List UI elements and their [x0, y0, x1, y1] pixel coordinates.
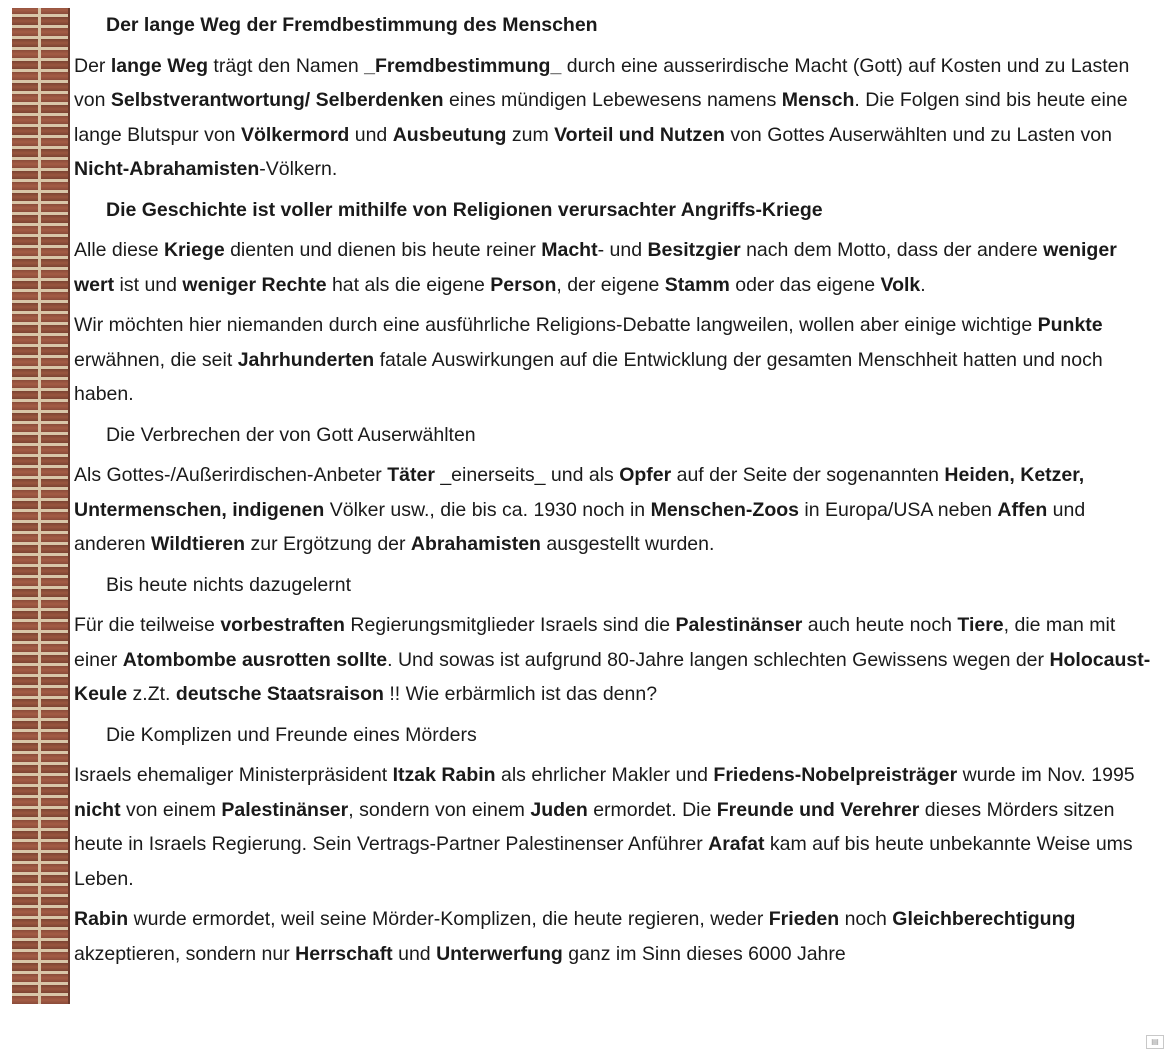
- text-run: Völker usw., die bis ca. 1930 noch in: [324, 498, 651, 521]
- text-run: ganz im Sinn dieses 6000 Jahre: [562, 942, 846, 965]
- paragraph: [74, 49, 1160, 187]
- document-body: [74, 8, 1160, 977]
- text-run: ermordet. Die: [587, 798, 717, 821]
- bold-run: lange Weg: [110, 54, 209, 77]
- bold-run: Wildtieren: [150, 533, 246, 555]
- text-run: eines mündigen Lebewesens namens: [443, 89, 782, 111]
- bold-run: Herrschaft: [295, 942, 393, 965]
- bold-run: Stamm: [664, 273, 730, 296]
- page-corner-icon: ▤: [1146, 1035, 1164, 1049]
- text-run: zur Ergötzung der: [245, 533, 411, 555]
- bold-run: Punkte: [1037, 314, 1103, 336]
- bold-run: Atombombe ausrotten sollte: [122, 648, 388, 671]
- bold-run: Selbstverantwortung/ Selberdenken: [110, 89, 444, 111]
- text-run: Als Gottes-/Außerirdischen-Anbeter: [74, 464, 388, 486]
- bold-run: Heiden, Ketzer, Untermenschen, indigenen: [74, 464, 1085, 521]
- text-run: , der eigene: [556, 273, 665, 296]
- text-run: durch eine ausserirdische Macht (Gott) auf Kosten und zu Lasten von: [74, 54, 1130, 111]
- text-run: .: [920, 273, 926, 296]
- text-run: !! Wie erbärmlich ist das denn?: [383, 683, 658, 705]
- bold-run: nicht: [74, 798, 121, 821]
- paragraph: [74, 233, 1160, 302]
- bold-run: Vorteil und Nutzen: [554, 123, 725, 146]
- text-run: , die man mit einer: [74, 614, 1116, 671]
- text-run: wurde im Nov. 1995: [957, 764, 1135, 786]
- bold-run: Itzak Rabin: [392, 764, 496, 786]
- bold-run: Mensch: [781, 89, 855, 111]
- section-heading: Die Verbrechen der von Gott Auserwählten: [106, 423, 476, 446]
- text-run: ausgestellt wurden.: [540, 533, 715, 555]
- text-run: kam auf bis heute unbekannte Weise ums Leben.: [74, 833, 1133, 890]
- text-run: von Gottes Auserwählten und zu Lasten von: [724, 123, 1112, 146]
- text-run: auch heute noch: [802, 614, 958, 636]
- bold-run: Person: [490, 273, 557, 296]
- text-run: erwähnen, die seit: [74, 348, 238, 371]
- paragraph: [74, 902, 1160, 971]
- section-heading: Der lange Weg der Fremdbestimmung des Menschen: [106, 14, 598, 36]
- text-run: als ehrlicher Makler und: [495, 764, 714, 786]
- bold-run: Volk: [880, 273, 921, 296]
- text-run: von einem: [120, 798, 222, 821]
- text-run: Wir möchten hier niemanden durch eine ausführliche Religions-Debatte langweilen, wollen aber einige wichtige: [74, 314, 1038, 336]
- bold-run: Gleichberechtigung: [892, 908, 1076, 930]
- text-run: , sondern von einem: [348, 798, 531, 821]
- bold-run: Opfer: [619, 464, 672, 486]
- bold-run: Kriege: [163, 239, 225, 261]
- bold-run: Friedens-Nobelpreisträger: [713, 764, 958, 786]
- bold-run: weniger wert: [74, 239, 1117, 296]
- text-run: und: [392, 942, 437, 965]
- text-run: Regierungsmitglieder Israels sind die: [344, 614, 676, 636]
- bold-run: Macht: [541, 239, 598, 261]
- bold-run: Rabin: [74, 908, 129, 930]
- paragraph: [74, 758, 1160, 896]
- bold-run: Palestinänser: [221, 798, 349, 821]
- text-run: auf der Seite der sogenannten: [671, 464, 945, 486]
- text-run: und anderen: [74, 498, 1086, 555]
- bold-run: _Fremdbestimmung_: [364, 54, 562, 77]
- text-run: . Und sowas ist aufgrund 80-Jahre langen schlechten Gewissens wegen der: [387, 648, 1050, 671]
- section-heading: Die Geschichte ist voller mithilfe von Religionen verursachter Angriffs-Kriege: [106, 198, 823, 221]
- paragraph: [74, 608, 1160, 712]
- text-run: _einerseits_ und als: [434, 464, 620, 486]
- text-run: Alle diese: [74, 239, 164, 261]
- text-run: noch: [839, 908, 893, 930]
- text-run: Der: [74, 54, 111, 77]
- bold-run: weniger Rechte: [182, 273, 327, 296]
- bold-run: Besitzgier: [647, 239, 741, 261]
- bold-run: Menschen-Zoos: [650, 498, 800, 521]
- bold-run: deutsche Staatsraison: [175, 683, 384, 705]
- bold-run: Ausbeutung: [392, 123, 507, 146]
- text-run: - und: [597, 239, 648, 261]
- bold-run: Palestinänser: [675, 614, 803, 636]
- text-run: trägt den Namen: [208, 54, 365, 77]
- bold-run: Völkermord: [240, 123, 350, 146]
- bold-run: Täter: [387, 464, 435, 486]
- bold-run: Affen: [997, 498, 1048, 521]
- section-heading: Die Komplizen und Freunde eines Mörders: [106, 723, 477, 746]
- text-run: Für die teilweise: [74, 614, 221, 636]
- bold-run: vorbestraften: [220, 614, 345, 636]
- bold-run: Tiere: [957, 614, 1004, 636]
- text-run: wurde ermordet, weil seine Mörder-Komplizen, die heute regieren, weder: [128, 908, 769, 930]
- text-run: ist und: [114, 273, 183, 296]
- bold-run: Frieden: [768, 908, 840, 930]
- bold-run: Holocaust-Keule: [74, 648, 1151, 705]
- bold-run: Abrahamisten: [410, 533, 541, 555]
- text-run: Israels ehemaliger Ministerpräsident: [74, 764, 393, 786]
- text-run: dienten und dienen bis heute reiner: [224, 239, 542, 261]
- bold-run: Freunde und Verehrer: [716, 798, 920, 821]
- text-run: fatale Auswirkungen auf die Entwicklung der gesamten Menschheit hatten und noch haben.: [74, 348, 1103, 405]
- bold-run: Arafat: [708, 833, 765, 855]
- text-run: in Europa/USA neben: [799, 498, 998, 521]
- paragraph: [74, 308, 1160, 412]
- text-run: oder das eigene: [729, 273, 881, 296]
- bold-run: Unterwerfung: [436, 942, 563, 965]
- paragraph: [74, 458, 1160, 562]
- text-run: z.Zt.: [127, 683, 176, 705]
- bold-run: Jahrhunderten: [237, 348, 375, 371]
- text-run: und: [349, 123, 393, 146]
- text-run: hat als die eigene: [326, 273, 491, 296]
- text-run: akzeptieren, sondern nur: [74, 942, 296, 965]
- bold-run: Nicht-Abrahamisten: [74, 158, 260, 180]
- text-run: zum: [506, 123, 555, 146]
- text-run: dieses Mörders sitzen heute in Israels Regierung. Sein Vertrags-Partner Palestinenser Anführer: [74, 798, 1115, 855]
- section-heading: Bis heute nichts dazugelernt: [106, 573, 351, 596]
- bold-run: Juden: [530, 798, 588, 821]
- text-run: nach dem Motto, dass der andere: [740, 239, 1044, 261]
- text-run: -Völkern.: [259, 158, 338, 180]
- text-run: . Die Folgen sind bis heute eine lange Blutspur von: [74, 89, 1128, 146]
- brick-border-decoration: [12, 8, 70, 1004]
